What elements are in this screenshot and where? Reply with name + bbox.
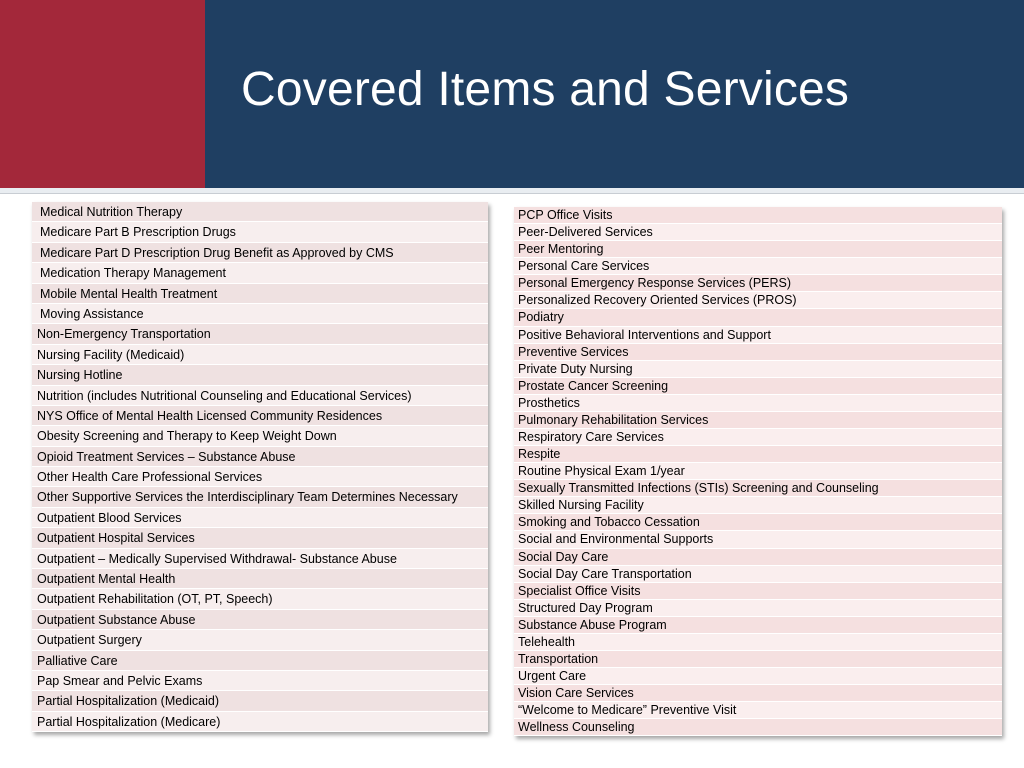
table-row: Specialist Office Visits xyxy=(514,583,1002,600)
table-row: Vision Care Services xyxy=(514,685,1002,702)
left-services-table xyxy=(32,202,488,732)
right-services-table xyxy=(514,207,1002,736)
table-row: Other Health Care Professional Services xyxy=(32,467,488,487)
table-row: Outpatient Rehabilitation (OT, PT, Speech) xyxy=(32,589,488,609)
table-row: Medical Nutrition Therapy xyxy=(32,202,488,222)
table-row: Respiratory Care Services xyxy=(514,429,1002,446)
table-row: Outpatient Surgery xyxy=(32,630,488,650)
table-row: Outpatient – Medically Supervised Withdrawal- Substance Abuse xyxy=(32,549,488,569)
table-row: Prosthetics xyxy=(514,395,1002,412)
table-row: Structured Day Program xyxy=(514,600,1002,617)
table-row: Peer Mentoring xyxy=(514,241,1002,258)
table-row: Private Duty Nursing xyxy=(514,361,1002,378)
table-row: Moving Assistance xyxy=(32,304,488,324)
table-row: Wellness Counseling xyxy=(514,719,1002,736)
table-row: NYS Office of Mental Health Licensed Community Residences xyxy=(32,406,488,426)
table-row: Pap Smear and Pelvic Exams xyxy=(32,671,488,691)
slide-title: Covered Items and Services xyxy=(241,63,850,116)
table-row: Social Day Care Transportation xyxy=(514,566,1002,583)
table-row: Partial Hospitalization (Medicaid) xyxy=(32,691,488,711)
table-row: “Welcome to Medicare” Preventive Visit xyxy=(514,702,1002,719)
table-row: Other Supportive Services the Interdisciplinary Team Determines Necessary xyxy=(32,487,488,507)
table-row: Sexually Transmitted Infections (STIs) Screening and Counseling xyxy=(514,480,1002,497)
table-row: Non-Emergency Transportation xyxy=(32,324,488,344)
table-row: Smoking and Tobacco Cessation xyxy=(514,514,1002,531)
table-row: Substance Abuse Program xyxy=(514,617,1002,634)
table-row: Podiatry xyxy=(514,309,1002,326)
table-row: Nursing Hotline xyxy=(32,365,488,385)
table-row: Outpatient Blood Services xyxy=(32,508,488,528)
table-row: Urgent Care xyxy=(514,668,1002,685)
table-row: Peer-Delivered Services xyxy=(514,224,1002,241)
table-row: Personal Emergency Response Services (PERS) xyxy=(514,275,1002,292)
table-row: Nutrition (includes Nutritional Counseling and Educational Services) xyxy=(32,386,488,406)
header-divider xyxy=(0,188,1024,194)
table-row: Positive Behavioral Interventions and Support xyxy=(514,327,1002,344)
table-row: Pulmonary Rehabilitation Services xyxy=(514,412,1002,429)
table-row: Outpatient Mental Health xyxy=(32,569,488,589)
table-row: Telehealth xyxy=(514,634,1002,651)
table-row: Personalized Recovery Oriented Services (PROS) xyxy=(514,292,1002,309)
table-row: Palliative Care xyxy=(32,651,488,671)
table-row: Social and Environmental Supports xyxy=(514,531,1002,548)
table-row: Prostate Cancer Screening xyxy=(514,378,1002,395)
table-row: Partial Hospitalization (Medicare) xyxy=(32,712,488,732)
table-row: Personal Care Services xyxy=(514,258,1002,275)
table-row: Medicare Part D Prescription Drug Benefit as Approved by CMS xyxy=(32,243,488,263)
table-row: Transportation xyxy=(514,651,1002,668)
table-row: Medication Therapy Management xyxy=(32,263,488,283)
title-accent-red-block xyxy=(0,0,205,188)
table-row: PCP Office Visits xyxy=(514,207,1002,224)
table-row: Preventive Services xyxy=(514,344,1002,361)
table-row: Skilled Nursing Facility xyxy=(514,497,1002,514)
table-row: Respite xyxy=(514,446,1002,463)
table-row: Obesity Screening and Therapy to Keep Weight Down xyxy=(32,426,488,446)
table-row: Nursing Facility (Medicaid) xyxy=(32,345,488,365)
table-row: Mobile Mental Health Treatment xyxy=(32,284,488,304)
table-row: Outpatient Hospital Services xyxy=(32,528,488,548)
table-row: Outpatient Substance Abuse xyxy=(32,610,488,630)
table-row: Opioid Treatment Services – Substance Abuse xyxy=(32,447,488,467)
table-row: Medicare Part B Prescription Drugs xyxy=(32,222,488,242)
table-row: Social Day Care xyxy=(514,549,1002,566)
table-row: Routine Physical Exam 1/year xyxy=(514,463,1002,480)
